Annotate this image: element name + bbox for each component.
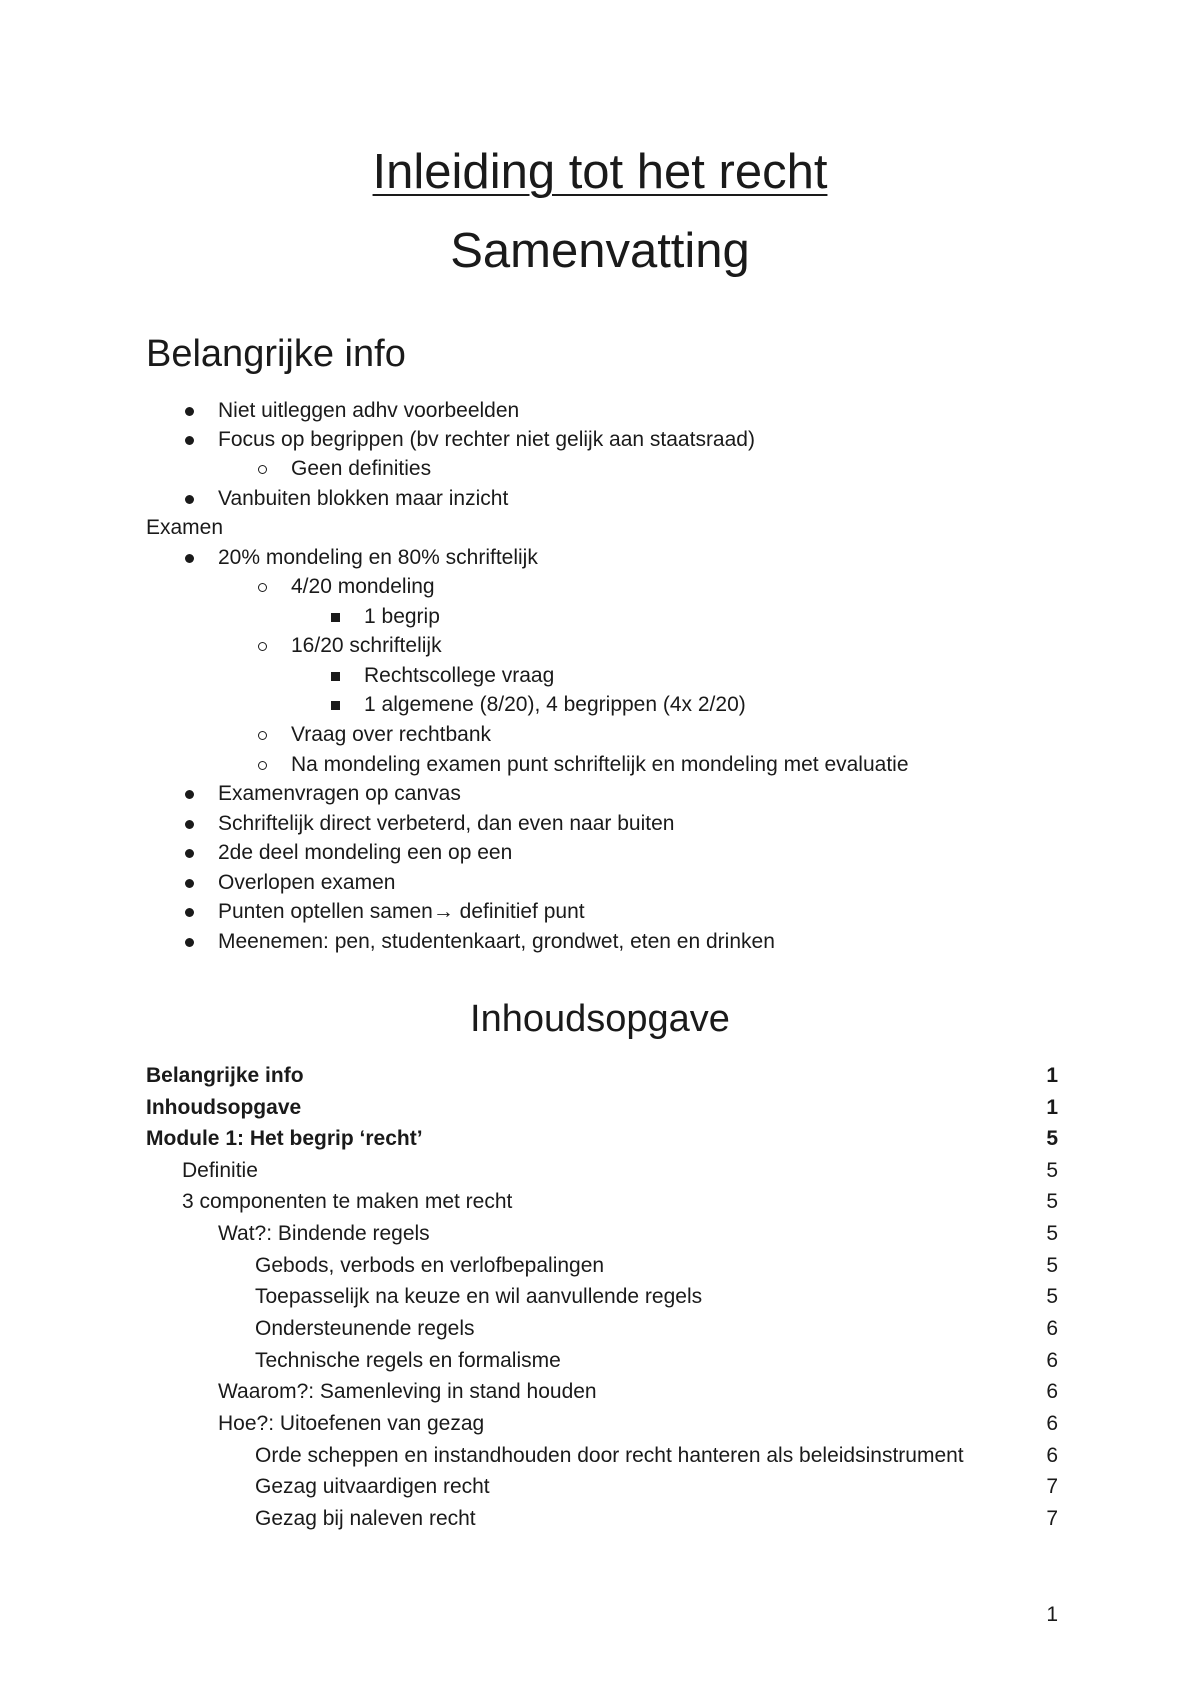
toc-entry[interactable] bbox=[0, 1124, 1200, 1154]
toc-entry-page: 5 bbox=[1046, 1254, 1058, 1277]
list-item: Overlopen examen bbox=[218, 871, 396, 894]
toc-entry[interactable] bbox=[0, 1061, 1200, 1091]
toc-entry[interactable] bbox=[0, 1504, 1200, 1534]
bullet-circle-icon bbox=[258, 731, 267, 740]
bullet-dot-icon bbox=[185, 820, 194, 829]
bullet-dot-icon bbox=[185, 436, 194, 445]
list-item: 4/20 mondeling bbox=[291, 575, 435, 598]
list-item: Niet uitleggen adhv voorbeelden bbox=[218, 399, 520, 422]
toc-entry-title: Gezag bij naleven recht bbox=[255, 1507, 476, 1530]
toc-entry-page: 6 bbox=[1046, 1349, 1058, 1372]
toc-entry-title: Waarom?: Samenleving in stand houden bbox=[218, 1380, 597, 1403]
bullet-circle-icon bbox=[258, 761, 267, 770]
list-item: Punten optellen samen→ definitief punt bbox=[218, 900, 585, 923]
bullet-dot-icon bbox=[185, 495, 194, 504]
toc-entry[interactable] bbox=[0, 1187, 1200, 1217]
toc-entry-page: 6 bbox=[1046, 1317, 1058, 1340]
bullet-dot-icon bbox=[185, 790, 194, 799]
bullet-dot-icon bbox=[185, 849, 194, 858]
toc-entry-title: Toepasselijk na keuze en wil aanvullende regels bbox=[255, 1285, 703, 1308]
toc-entry-title: Belangrijke info bbox=[146, 1064, 304, 1087]
toc-entry-title: 3 componenten te maken met recht bbox=[182, 1190, 513, 1213]
list-item: 2de deel mondeling een op een bbox=[218, 841, 513, 864]
list-item: Examenvragen op canvas bbox=[218, 782, 461, 805]
toc-entry-page: 7 bbox=[1046, 1475, 1058, 1498]
toc-entry-page: 7 bbox=[1046, 1507, 1058, 1530]
section-heading-inhoudsopgave: Inhoudsopgave bbox=[470, 998, 730, 1040]
list-item: Vraag over rechtbank bbox=[291, 723, 492, 746]
toc-entry[interactable] bbox=[0, 1377, 1200, 1407]
list-label-examen: Examen bbox=[146, 516, 224, 539]
bullet-dot-icon bbox=[185, 407, 194, 416]
toc-entry-page: 1 bbox=[1046, 1096, 1058, 1119]
toc-entry-page: 5 bbox=[1046, 1285, 1058, 1308]
bullet-square-icon bbox=[331, 701, 340, 710]
toc-entry-page: 1 bbox=[1046, 1064, 1058, 1087]
toc-entry-title: Gezag uitvaardigen recht bbox=[255, 1475, 490, 1498]
list-item: Focus op begrippen (bv rechter niet gelijk aan staatsraad) bbox=[218, 428, 755, 451]
toc-entry[interactable] bbox=[0, 1314, 1200, 1344]
toc-entry[interactable] bbox=[0, 1093, 1200, 1123]
list-item: Geen definities bbox=[291, 457, 432, 480]
toc-entry[interactable] bbox=[0, 1409, 1200, 1439]
bullet-dot-icon bbox=[185, 879, 194, 888]
bullet-circle-icon bbox=[258, 465, 267, 474]
bullet-square-icon bbox=[331, 672, 340, 681]
toc-entry[interactable] bbox=[0, 1441, 1200, 1471]
toc-entry-page: 5 bbox=[1046, 1159, 1058, 1182]
toc-entry-page: 5 bbox=[1046, 1190, 1058, 1213]
toc-entry[interactable] bbox=[0, 1282, 1200, 1312]
toc-entry-title: Wat?: Bindende regels bbox=[218, 1222, 430, 1245]
list-item: Schriftelijk direct verbeterd, dan even naar buiten bbox=[218, 812, 675, 835]
list-item: 16/20 schriftelijk bbox=[291, 634, 442, 657]
toc-entry-title: Definitie bbox=[182, 1159, 258, 1182]
toc-entry-title: Orde scheppen en instandhouden door recht hanteren als beleidsinstrument bbox=[255, 1444, 964, 1467]
list-item: Rechtscollege vraag bbox=[364, 664, 555, 687]
bullet-dot-icon bbox=[185, 554, 194, 563]
toc-entry-title: Module 1: Het begrip ‘recht’ bbox=[146, 1127, 423, 1150]
list-item: 20% mondeling en 80% schriftelijk bbox=[218, 546, 538, 569]
toc-entry-page: 6 bbox=[1046, 1412, 1058, 1435]
bullet-circle-icon bbox=[258, 583, 267, 592]
document-title: Inleiding tot het recht bbox=[372, 145, 828, 199]
toc-entry[interactable] bbox=[0, 1346, 1200, 1376]
toc-entry-page: 6 bbox=[1046, 1444, 1058, 1467]
list-item: Na mondeling examen punt schriftelijk en mondeling met evaluatie bbox=[291, 753, 909, 776]
toc-entry[interactable] bbox=[0, 1219, 1200, 1249]
toc-entry-title: Ondersteunende regels bbox=[255, 1317, 475, 1340]
toc-entry-title: Technische regels en formalisme bbox=[255, 1349, 561, 1372]
toc-entry-title: Hoe?: Uitoefenen van gezag bbox=[218, 1412, 485, 1435]
list-item: Meenemen: pen, studentenkaart, grondwet, eten en drinken bbox=[218, 930, 775, 953]
toc-entry[interactable] bbox=[0, 1251, 1200, 1281]
list-item: 1 begrip bbox=[364, 605, 440, 628]
toc-entry[interactable] bbox=[0, 1472, 1200, 1502]
bullet-dot-icon bbox=[185, 908, 194, 917]
list-item: 1 algemene (8/20), 4 begrippen (4x 2/20) bbox=[364, 693, 746, 716]
bullet-dot-icon bbox=[185, 938, 194, 947]
list-item: Vanbuiten blokken maar inzicht bbox=[218, 487, 509, 510]
bullet-circle-icon bbox=[258, 642, 267, 651]
toc-entry-page: 6 bbox=[1046, 1380, 1058, 1403]
page-number: 1 bbox=[1046, 1603, 1058, 1626]
toc-entry[interactable] bbox=[0, 1156, 1200, 1186]
section-heading-belangrijke-info: Belangrijke info bbox=[146, 333, 406, 375]
toc-entry-page: 5 bbox=[1046, 1127, 1058, 1150]
toc-entry-page: 5 bbox=[1046, 1222, 1058, 1245]
toc-entry-title: Inhoudsopgave bbox=[146, 1096, 302, 1119]
bullet-square-icon bbox=[331, 613, 340, 622]
document-subtitle: Samenvatting bbox=[450, 224, 750, 278]
toc-entry-title: Gebods, verbods en verlofbepalingen bbox=[255, 1254, 605, 1277]
